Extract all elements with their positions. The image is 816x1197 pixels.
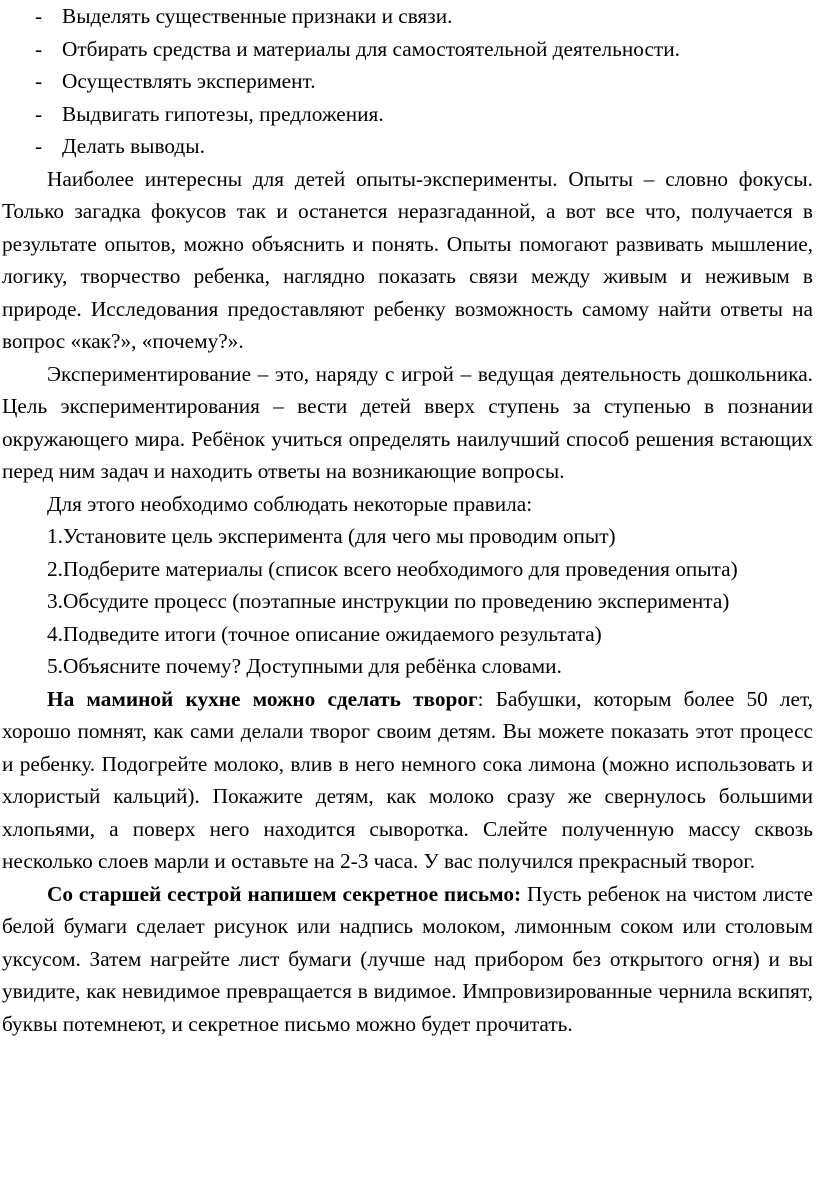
list-marker: - [35, 4, 43, 28]
tvorog-text: : Бабушки, которым более 50 лет, хорошо помнят, как сами делали творог своим детям. Вы можете показать этот процесс и ребенку. Подогрейте молоко, влив в него немного сока лимона (можно использовать и хлористый кальций). Покажите детям, как молоко сразу же свернулось большими хлопьями, а поверх него находится сыворотка. Слейте полученную массу сквозь несколько слоев марли и оставьте на 2-3 часа. У вас получился прекрасный творог. [2, 686, 813, 873]
list-item [2, 98, 813, 131]
list-item-text: Осуществлять эксперимент. [62, 69, 316, 93]
rule-2: 2.Подберите материалы (список всего необходимого для проведения опыта) [47, 556, 738, 581]
rule-3: 3.Обсудите процесс (поэтапные инструкции по проведению эксперимента) [47, 589, 730, 613]
rule-4: 4.Подведите итоги (точное описание ожидаемого результата) [47, 621, 602, 646]
list-item-text: Выдвигать гипотезы, предложения. [62, 101, 384, 126]
list-item-text: Отбирать средства и материалы для самостоятельной деятельности. [62, 36, 680, 61]
list-item-text: Делать выводы. [62, 134, 205, 158]
list-marker: - [35, 134, 43, 158]
list-marker: - [35, 101, 43, 126]
tvorog-heading: На маминой кухне можно сделать творог [47, 686, 478, 711]
paragraph-secret-letter [2, 878, 813, 1041]
list-item [2, 65, 813, 98]
list-marker: - [35, 36, 43, 61]
paragraph-experiments-interest: Наиболее интересны для детей опыты-эксперименты. Опыты – словно фокусы. Только загадка фокусов так и останется неразгаданной, а вот все что, получается в результате опытов, можно объяснить и понять. Опыты помогают развивать мышление, логику, творчество ребенка, наглядно показать связи между живым и неживым в природе. Исследования предоставляют ребенку возможность самому найти ответы на вопрос «как?», «почему?». [2, 166, 813, 353]
list-item [2, 33, 813, 66]
paragraph-tvorog [2, 683, 813, 878]
rule-1: 1.Установите цель эксперимента (для чего мы проводим опыт) [47, 524, 616, 548]
rules-intro: Для этого необходимо соблюдать некоторые правила: [47, 491, 533, 516]
secret-letter-heading: Со старшей сестрой напишем секретное письмо: [47, 881, 522, 906]
list-marker: - [35, 69, 43, 93]
rule-5: 5.Объясните почему? Доступными для ребёнка словами. [47, 654, 562, 678]
list-item [2, 130, 813, 163]
secret-letter-text: Пусть ребенок на чистом листе белой бумаги сделает рисунок или надпись молоком, лимонным соком или столовым уксусом. Затем нагрейте лист бумаги (лучше над прибором без открытого огня) и вы увидите, как невидимое превращается в видимое. Импровизированные чернила вскипят, буквы потемнеют, и секретное письмо можно будет прочитать. [2, 881, 814, 1036]
list-item-text: Выделять существенные признаки и связи. [62, 4, 453, 28]
paragraph-experimenting-definition: Экспериментирование – это, наряду с игрой – ведущая деятельность дошкольника. Цель экспериментирования – вести детей вверх ступень за ступенью в познании окружающего мира. Ребёнок учиться определять наилучший способ решения встающих перед ним задач и находить ответы на возникающие вопросы. [2, 361, 813, 483]
list-item [2, 0, 813, 33]
skills-list [2, 0, 813, 163]
